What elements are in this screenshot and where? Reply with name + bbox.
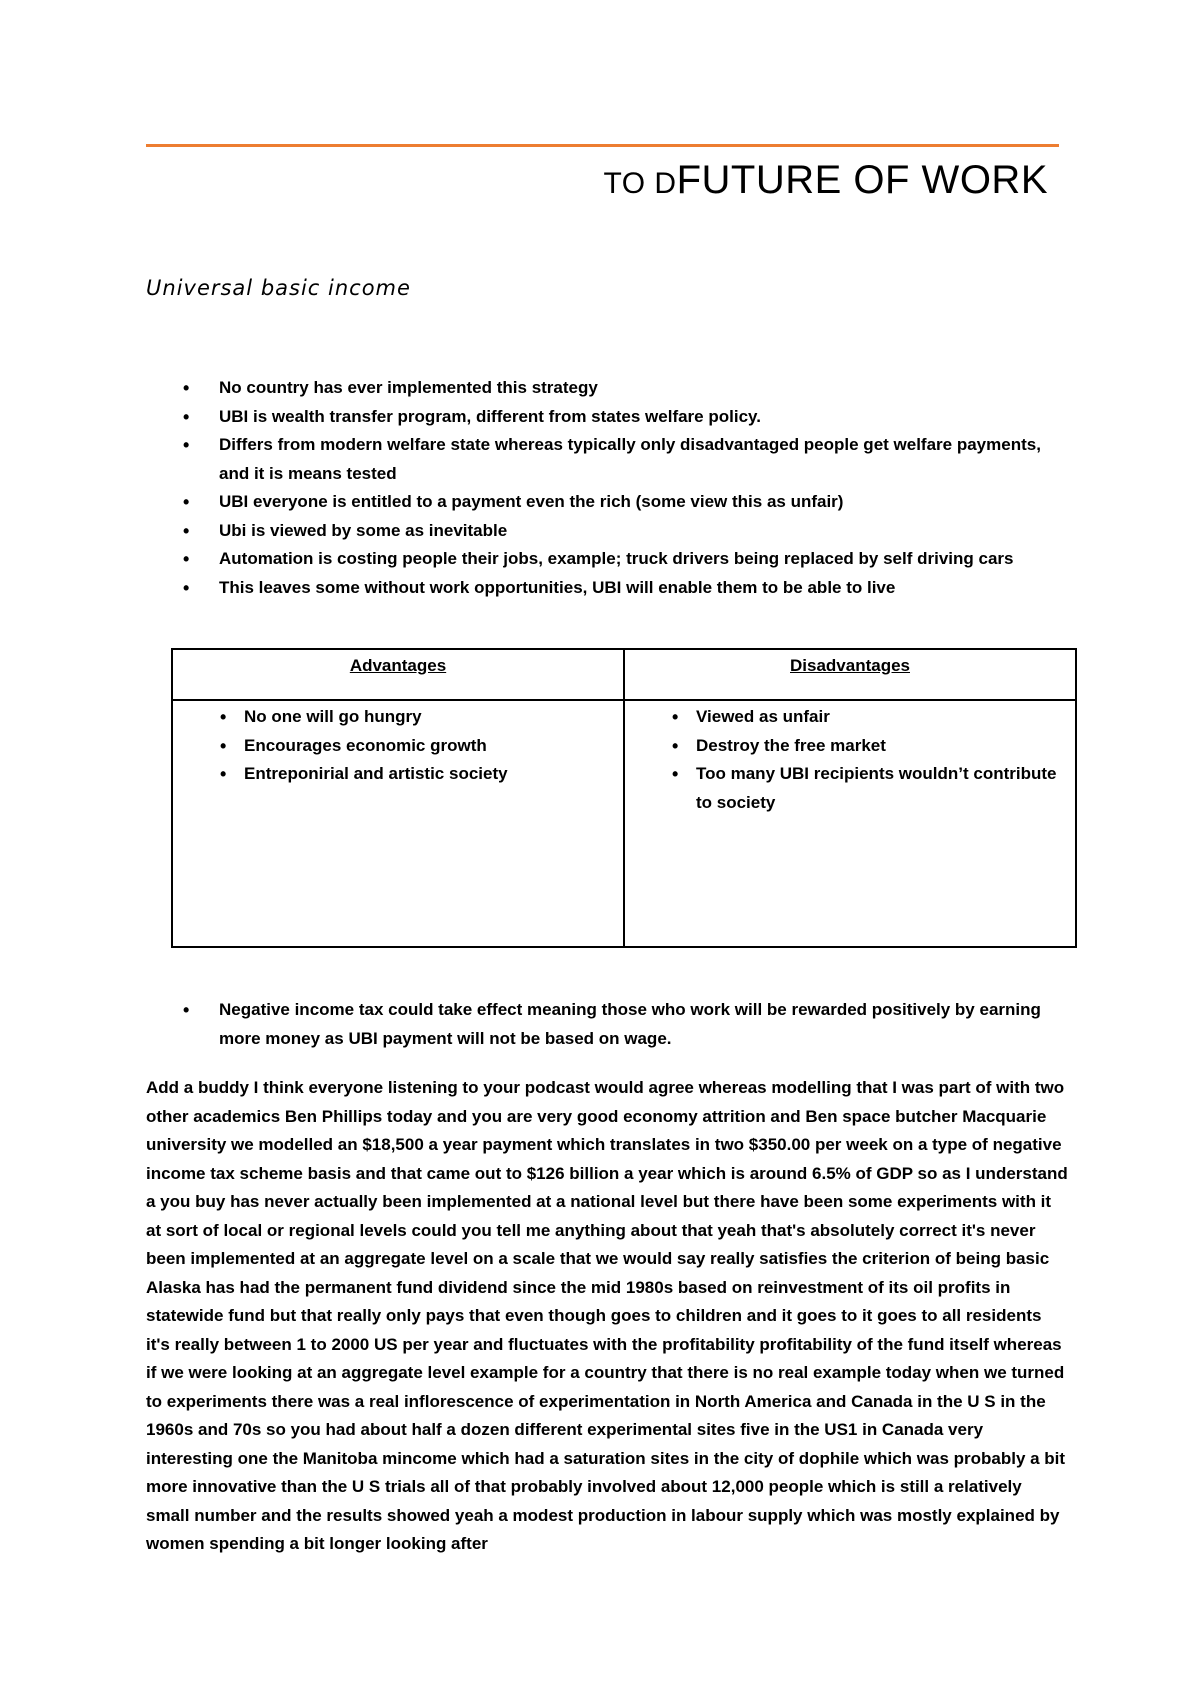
table-header-row [172,649,1076,700]
disadvantages-header: Disadvantages [624,649,1076,700]
title-prefix: TO D [603,167,677,200]
list-item: • Automation is costing people their jobs, example; truck drivers being replaced by self driving cars [146,545,1066,574]
advantages-header: Advantages [172,649,624,700]
advantages-list [174,703,622,789]
document-title [603,158,1048,203]
advantages-cell [172,700,624,947]
list-item: • Entreponirial and artistic society [174,760,612,789]
list-item: • Differs from modern welfare state whereas typically only disadvantaged people get welfare payments, and it is means tested [146,431,1066,488]
title-text: FUTURE OF WORK [676,158,1048,202]
table-row [172,700,1076,947]
ubi-bullet-list [146,374,1066,602]
list-item: • Negative income tax could take effect meaning those who work will be rewarded positively by earning more money as UBI payment will not be based on wage. [146,996,1066,1053]
transcript-paragraph: Add a buddy I think everyone listening to your podcast would agree whereas modelling that I was part of with two other academics Ben Phillips today and you are very good economy attrition and Ben space butcher Macquarie university we modelled an $18,500 a year payment which translates in two $350.00 per week on a type of negative income tax scheme basis and that came out to $126 billion a year which is around 6.5% of GDP so as I understand a you buy has never actually been implemented at a national level but there have been some experiments with it at sort of local or regional levels could you tell me anything about that yeah that's absolutely correct it's never been implemented at an aggregate level on a scale that we would say really satisfies the criterion of being basic Alaska has had the permanent fund dividend since the mid 1980s based on reinvestment of its oil profits in statewide fund but that really only pays that even though goes to children and it goes to it goes to all residents it's really between 1 to 2000 US per year and fluctuates with the profitability profitability of the fund itself whereas if we were looking at an aggregate level example for a country that there is no real example today when we turned to experiments there was a real inflorescence of experimentation in North America and Canada in the U S in the 1960s and 70s so you had about half a dozen different experimental sites five in the US1 in Canada very interesting one the Manitoba mincome which had a saturation sites in the city of dophile which was probably a bit more innovative than the U S trials all of that probably involved about 12,000 people which is still a relatively small number and the results showed yeah a modest production in labour supply which was mostly explained by women spending a bit longer looking after [146,1078,1068,1553]
list-item: • Destroy the free market [626,732,1064,761]
negative-tax-bullet-list [146,996,1066,1053]
list-item: • No country has ever implemented this strategy [146,374,1066,403]
list-item: • Too many UBI recipients wouldn’t contribute to society [626,760,1064,817]
disadvantages-cell [624,700,1076,947]
disadvantages-list [626,703,1074,817]
list-item: • No one will go hungry [174,703,612,732]
header-rule [146,144,1059,147]
list-item: • This leaves some without work opportunities, UBI will enable them to be able to live [146,574,1066,603]
list-item: • UBI everyone is entitled to a payment even the rich (some view this as unfair) [146,488,1066,517]
list-item: • Viewed as unfair [626,703,1064,732]
list-item: • UBI is wealth transfer program, different from states welfare policy. [146,403,1066,432]
advantages-disadvantages-table [171,648,1077,948]
section-subtitle: Universal basic income [146,276,411,300]
list-item: • Encourages economic growth [174,732,612,761]
list-item: • Ubi is viewed by some as inevitable [146,517,1066,546]
